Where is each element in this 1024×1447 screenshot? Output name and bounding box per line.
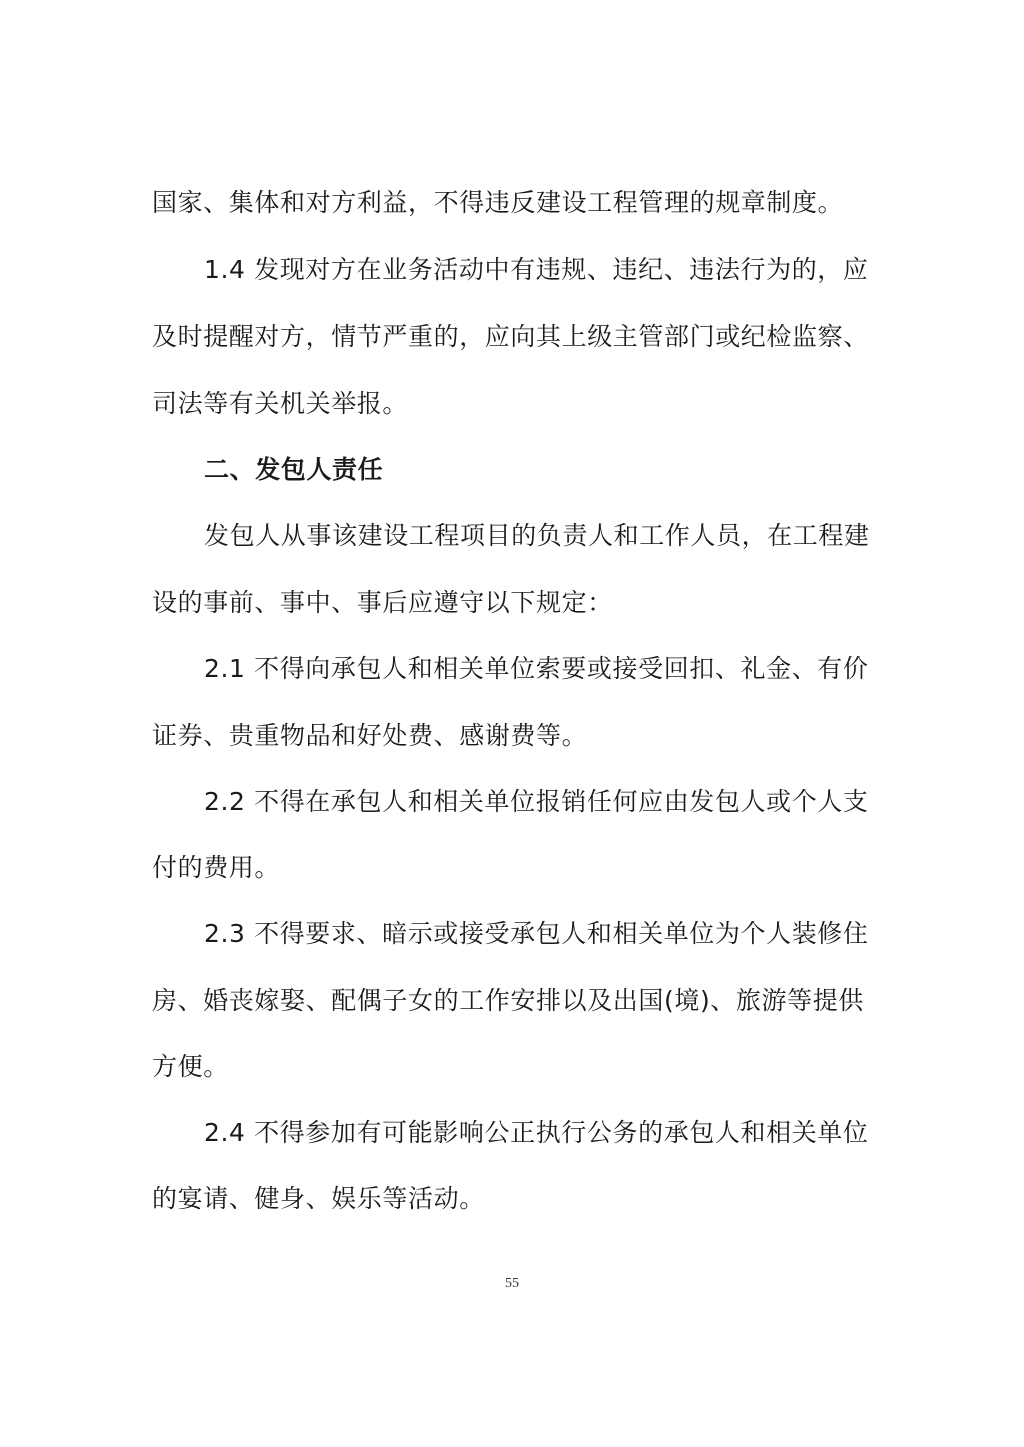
clause-2-4-line: 2.4 不得参加有可能影响公正执行公务的承包人和相关单位	[204, 1118, 869, 1147]
clause-2-3-line: 2.3 不得要求、暗示或接受承包人和相关单位为个人装修住	[204, 919, 869, 948]
body-text-line: 付的费用。	[152, 853, 281, 882]
page-number: 55	[505, 1276, 519, 1291]
clause-1-4-line: 1.4 发现对方在业务活动中有违规、违纪、违法行为的，应	[204, 255, 869, 284]
body-text-line: 方便。	[152, 1052, 229, 1081]
body-text-line: 司法等有关机关举报。	[152, 389, 409, 418]
body-text-line: 设的事前、事中、事后应遵守以下规定：	[152, 588, 613, 617]
body-text-line: 的宴请、健身、娱乐等活动。	[152, 1184, 485, 1213]
body-text-line: 国家、集体和对方利益，不得违反建设工程管理的规章制度。	[152, 188, 844, 217]
body-text-line: 证券、贵重物品和好处费、感谢费等。	[152, 721, 588, 750]
clause-2-1-line: 2.1 不得向承包人和相关单位索要或接受回扣、礼金、有价	[204, 654, 869, 683]
body-text-line: 发包人从事该建设工程项目的负责人和工作人员，在工程建	[204, 521, 870, 550]
clause-2-2-line: 2.2 不得在承包人和相关单位报销任何应由发包人或个人支	[204, 787, 869, 816]
body-text-line: 房、婚丧嫁娶、配偶子女的工作安排以及出国(境)、旅游等提供	[152, 986, 864, 1015]
body-text-line: 及时提醒对方，情节严重的，应向其上级主管部门或纪检监察、	[152, 322, 869, 351]
section-heading: 二、发包人责任	[204, 455, 384, 484]
